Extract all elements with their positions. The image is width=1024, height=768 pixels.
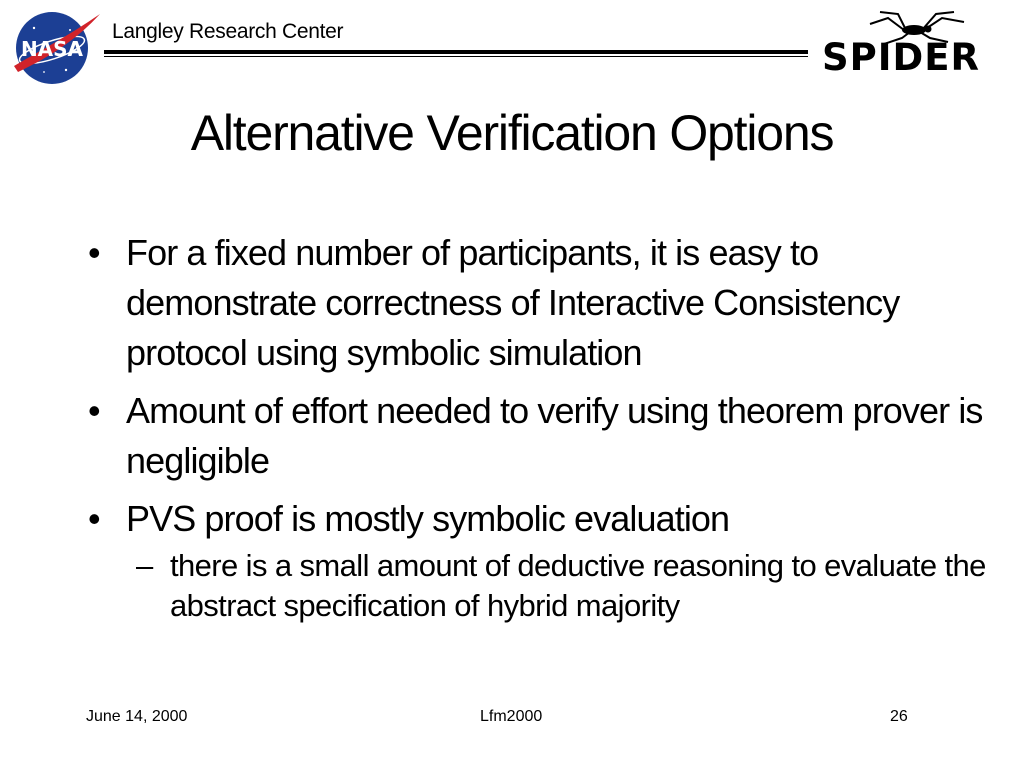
bullet-item — [86, 228, 986, 378]
bullet-item — [86, 494, 986, 544]
footer-center-label: Lfm2000 — [480, 708, 543, 725]
bullet-mark: • — [88, 498, 100, 539]
header-rule — [104, 50, 808, 54]
center-name: Langley Research Center — [112, 20, 344, 43]
slide-title: Alternative Verification Options — [190, 105, 834, 161]
bullet-mark: • — [88, 390, 100, 431]
sub-bullet-text: there is a small amount of deductive reasoning to evaluate the abstract specification of hybrid majority — [170, 548, 986, 623]
bullet-text: PVS proof is mostly symbolic evaluation — [126, 498, 730, 539]
bullet-text: Amount of effort needed to verify using theorem prover is negligible — [126, 390, 983, 481]
nasa-logo — [8, 8, 104, 88]
bullet-text: For a fixed number of participants, it is easy to demonstrate correctness of Interactive Consistency protocol using symbolic simulation — [126, 232, 900, 373]
sub-bullet-mark: – — [136, 548, 153, 583]
bullet-list — [86, 228, 986, 626]
spider-wordmark: SPIDER — [822, 36, 981, 79]
header-rule-thin — [104, 56, 808, 57]
sub-bullet-item — [86, 546, 986, 626]
svg-text:NASA: NASA — [20, 37, 84, 61]
page-number: 26 — [890, 708, 908, 725]
bullet-mark: • — [88, 232, 100, 273]
footer-date: June 14, 2000 — [86, 708, 188, 725]
bullet-item — [86, 386, 986, 486]
